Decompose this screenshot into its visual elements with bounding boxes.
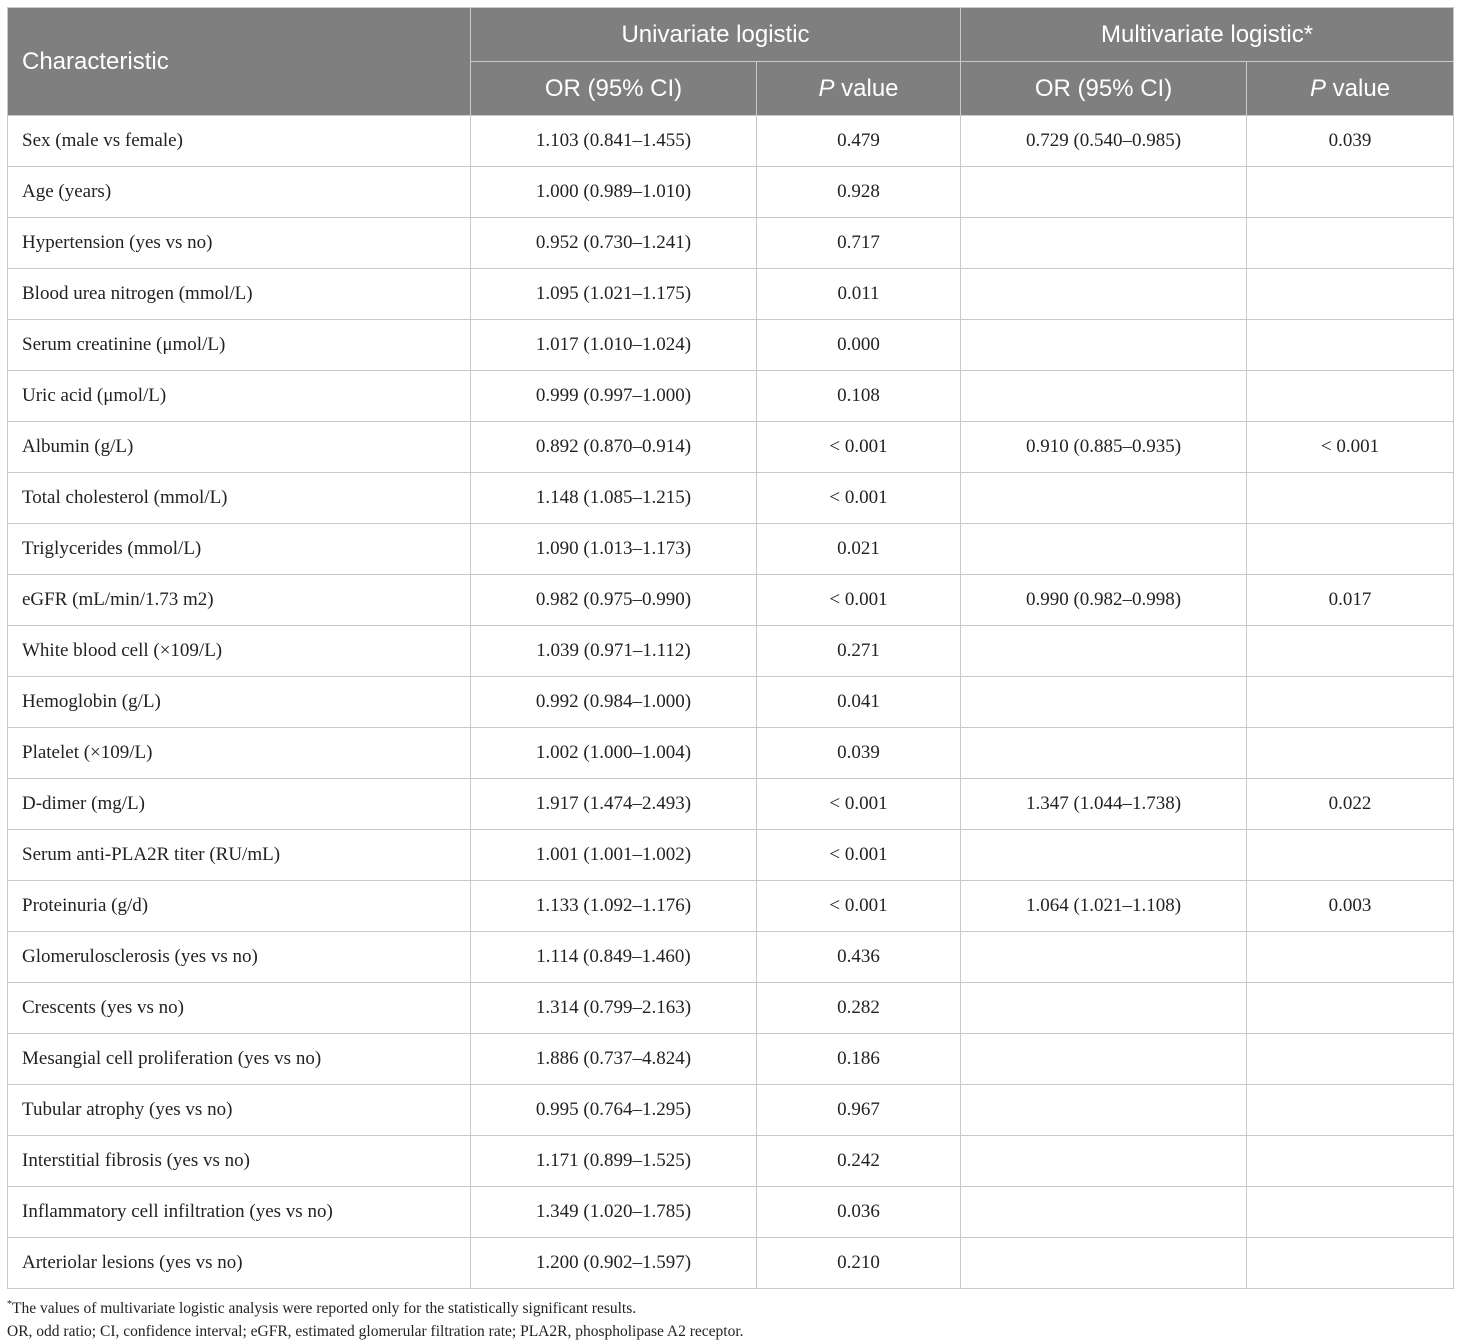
row-univariate-or: 0.995 (0.764–1.295) [471, 1085, 757, 1136]
table-row [8, 320, 1454, 371]
header-multi-p [1247, 62, 1454, 116]
row-multivariate-p [1247, 830, 1454, 881]
row-univariate-p: 0.242 [757, 1136, 961, 1187]
row-multivariate-p [1247, 218, 1454, 269]
row-characteristic: Blood urea nitrogen (mmol/L) [8, 269, 471, 320]
row-univariate-or: 0.992 (0.984–1.000) [471, 677, 757, 728]
table-row [8, 269, 1454, 320]
table-row [8, 779, 1454, 830]
row-multivariate-or [961, 830, 1247, 881]
table-row [8, 728, 1454, 779]
row-characteristic: Sex (male vs female) [8, 116, 471, 167]
table-row [8, 524, 1454, 575]
row-multivariate-or [961, 269, 1247, 320]
row-univariate-p: < 0.001 [757, 422, 961, 473]
header-uni-p-rest: value [834, 74, 899, 102]
row-characteristic: eGFR (mL/min/1.73 m2) [8, 575, 471, 626]
row-univariate-or: 1.095 (1.021–1.175) [471, 269, 757, 320]
row-multivariate-p [1247, 728, 1454, 779]
row-multivariate-or [961, 1187, 1247, 1238]
row-univariate-or: 1.171 (0.899–1.525) [471, 1136, 757, 1187]
row-multivariate-p [1247, 1034, 1454, 1085]
row-univariate-or: 1.349 (1.020–1.785) [471, 1187, 757, 1238]
table-container [7, 7, 1453, 1343]
table-body [8, 116, 1454, 1289]
row-multivariate-p [1247, 983, 1454, 1034]
row-characteristic: Glomerulosclerosis (yes vs no) [8, 932, 471, 983]
table-row [8, 1136, 1454, 1187]
table-row [8, 983, 1454, 1034]
logistic-regression-table [7, 7, 1454, 1289]
row-characteristic: Total cholesterol (mmol/L) [8, 473, 471, 524]
header-univariate: Univariate logistic [471, 8, 961, 62]
footnote-1-text: The values of multivariate logistic analysis were reported only for the statistically significant results. [12, 1300, 637, 1318]
header-characteristic: Characteristic [8, 8, 471, 116]
row-multivariate-p [1247, 1136, 1454, 1187]
row-multivariate-p [1247, 524, 1454, 575]
row-characteristic: Triglycerides (mmol/L) [8, 524, 471, 575]
footnote-1-mark: * [7, 1299, 12, 1310]
row-univariate-p: 0.282 [757, 983, 961, 1034]
header-uni-or: OR (95% CI) [471, 62, 757, 116]
row-univariate-or: 1.103 (0.841–1.455) [471, 116, 757, 167]
row-univariate-or: 0.999 (0.997–1.000) [471, 371, 757, 422]
row-characteristic: D-dimer (mg/L) [8, 779, 471, 830]
table-row [8, 167, 1454, 218]
row-multivariate-p [1247, 1085, 1454, 1136]
row-multivariate-or [961, 167, 1247, 218]
row-univariate-p: 0.717 [757, 218, 961, 269]
table-row [8, 1187, 1454, 1238]
footnotes [7, 1293, 1453, 1343]
row-univariate-or: 1.039 (0.971–1.112) [471, 626, 757, 677]
row-multivariate-p [1247, 167, 1454, 218]
row-univariate-or: 1.114 (0.849–1.460) [471, 932, 757, 983]
row-multivariate-or [961, 626, 1247, 677]
header-multivariate: Multivariate logistic* [961, 8, 1454, 62]
row-characteristic: Proteinuria (g/d) [8, 881, 471, 932]
row-multivariate-p [1247, 320, 1454, 371]
row-characteristic: Albumin (g/L) [8, 422, 471, 473]
table-row [8, 575, 1454, 626]
table-row [8, 677, 1454, 728]
row-characteristic: Hypertension (yes vs no) [8, 218, 471, 269]
table-row [8, 932, 1454, 983]
row-univariate-p: 0.000 [757, 320, 961, 371]
row-univariate-or: 0.952 (0.730–1.241) [471, 218, 757, 269]
row-multivariate-p: 0.017 [1247, 575, 1454, 626]
header-row-1 [8, 8, 1454, 62]
table-row [8, 473, 1454, 524]
row-characteristic: Inflammatory cell infiltration (yes vs no) [8, 1187, 471, 1238]
header-uni-p [757, 62, 961, 116]
row-characteristic: Platelet (×109/L) [8, 728, 471, 779]
row-multivariate-p: 0.039 [1247, 116, 1454, 167]
row-univariate-or: 1.000 (0.989–1.010) [471, 167, 757, 218]
row-univariate-or: 1.002 (1.000–1.004) [471, 728, 757, 779]
row-univariate-or: 1.314 (0.799–2.163) [471, 983, 757, 1034]
table-row [8, 422, 1454, 473]
row-multivariate-p [1247, 932, 1454, 983]
row-univariate-p: 0.436 [757, 932, 961, 983]
table-row [8, 1034, 1454, 1085]
row-univariate-or: 1.917 (1.474–2.493) [471, 779, 757, 830]
row-multivariate-or [961, 677, 1247, 728]
row-multivariate-p [1247, 371, 1454, 422]
row-multivariate-p [1247, 1238, 1454, 1289]
row-characteristic: Interstitial fibrosis (yes vs no) [8, 1136, 471, 1187]
row-univariate-p: 0.928 [757, 167, 961, 218]
row-univariate-or: 0.892 (0.870–0.914) [471, 422, 757, 473]
row-univariate-p: < 0.001 [757, 779, 961, 830]
row-multivariate-or: 1.064 (1.021–1.108) [961, 881, 1247, 932]
row-characteristic: Age (years) [8, 167, 471, 218]
row-characteristic: Serum anti-PLA2R titer (RU/mL) [8, 830, 471, 881]
row-univariate-p: 0.186 [757, 1034, 961, 1085]
row-multivariate-or [961, 728, 1247, 779]
row-multivariate-or: 1.347 (1.044–1.738) [961, 779, 1247, 830]
row-characteristic: Arteriolar lesions (yes vs no) [8, 1238, 471, 1289]
row-univariate-or: 1.017 (1.010–1.024) [471, 320, 757, 371]
table-row [8, 116, 1454, 167]
row-multivariate-p [1247, 269, 1454, 320]
row-univariate-p: 0.210 [757, 1238, 961, 1289]
row-multivariate-or [961, 1085, 1247, 1136]
row-multivariate-or [961, 1238, 1247, 1289]
row-characteristic: Mesangial cell proliferation (yes vs no) [8, 1034, 471, 1085]
row-multivariate-p: < 0.001 [1247, 422, 1454, 473]
row-univariate-p: < 0.001 [757, 473, 961, 524]
row-multivariate-or [961, 218, 1247, 269]
row-multivariate-p [1247, 1187, 1454, 1238]
row-multivariate-or [961, 1034, 1247, 1085]
row-univariate-p: 0.108 [757, 371, 961, 422]
row-characteristic: Tubular atrophy (yes vs no) [8, 1085, 471, 1136]
row-characteristic: Crescents (yes vs no) [8, 983, 471, 1034]
row-multivariate-or [961, 320, 1247, 371]
row-univariate-p: 0.011 [757, 269, 961, 320]
row-univariate-or: 1.886 (0.737–4.824) [471, 1034, 757, 1085]
table-row [8, 371, 1454, 422]
row-univariate-or: 1.090 (1.013–1.173) [471, 524, 757, 575]
row-multivariate-or: 0.990 (0.982–0.998) [961, 575, 1247, 626]
footnote-2: OR, odd ratio; CI, confidence interval; eGFR, estimated glomerular filtration rate; PLA2R, phospholipase A2 receptor. [7, 1323, 744, 1341]
row-multivariate-p: 0.022 [1247, 779, 1454, 830]
row-multivariate-or [961, 983, 1247, 1034]
row-multivariate-or [961, 524, 1247, 575]
row-univariate-p: < 0.001 [757, 830, 961, 881]
row-univariate-p: 0.967 [757, 1085, 961, 1136]
row-univariate-p: 0.036 [757, 1187, 961, 1238]
header-multi-p-italic: P [1309, 74, 1326, 102]
row-multivariate-or [961, 932, 1247, 983]
header-uni-p-italic: P [818, 74, 835, 102]
row-multivariate-or [961, 371, 1247, 422]
row-characteristic: Hemoglobin (g/L) [8, 677, 471, 728]
table-row [8, 218, 1454, 269]
row-multivariate-or [961, 1136, 1247, 1187]
row-univariate-or: 1.133 (1.092–1.176) [471, 881, 757, 932]
row-univariate-or: 1.200 (0.902–1.597) [471, 1238, 757, 1289]
table-row [8, 626, 1454, 677]
row-multivariate-or: 0.910 (0.885–0.935) [961, 422, 1247, 473]
row-multivariate-p: 0.003 [1247, 881, 1454, 932]
row-multivariate-p [1247, 677, 1454, 728]
table-row [8, 881, 1454, 932]
row-univariate-p: 0.041 [757, 677, 961, 728]
row-univariate-p: 0.271 [757, 626, 961, 677]
row-multivariate-or: 0.729 (0.540–0.985) [961, 116, 1247, 167]
row-characteristic: White blood cell (×109/L) [8, 626, 471, 677]
footnote-1 [7, 1293, 1453, 1320]
row-univariate-p: < 0.001 [757, 881, 961, 932]
row-characteristic: Serum creatinine (μmol/L) [8, 320, 471, 371]
row-characteristic: Uric acid (μmol/L) [8, 371, 471, 422]
row-univariate-or: 1.148 (1.085–1.215) [471, 473, 757, 524]
row-univariate-p: 0.479 [757, 116, 961, 167]
row-univariate-p: < 0.001 [757, 575, 961, 626]
row-univariate-p: 0.039 [757, 728, 961, 779]
header-multi-or: OR (95% CI) [961, 62, 1247, 116]
table-row [8, 1085, 1454, 1136]
row-multivariate-p [1247, 473, 1454, 524]
row-univariate-or: 0.982 (0.975–0.990) [471, 575, 757, 626]
row-multivariate-p [1247, 626, 1454, 677]
table-row [8, 1238, 1454, 1289]
row-univariate-or: 1.001 (1.001–1.002) [471, 830, 757, 881]
header-multi-p-rest: value [1326, 74, 1391, 102]
table-row [8, 830, 1454, 881]
row-multivariate-or [961, 473, 1247, 524]
row-univariate-p: 0.021 [757, 524, 961, 575]
